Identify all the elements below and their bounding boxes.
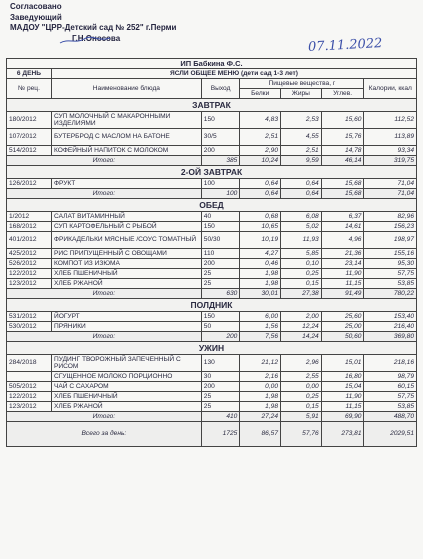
fat-value: 12,24 bbox=[281, 322, 322, 332]
dish-name: СГУЩЕННОЕ МОЛОКО ПОРЦИОННО bbox=[51, 372, 201, 382]
grand-total-protein: 86,57 bbox=[240, 422, 281, 447]
kcal-value: 216,40 bbox=[364, 322, 417, 332]
output-value: 200 bbox=[201, 146, 240, 156]
output-value: 25 bbox=[201, 279, 240, 289]
recipe-number: 123/2012 bbox=[7, 402, 52, 412]
col-name-header: Наименование блюда bbox=[51, 79, 201, 99]
total-kcal: 319,75 bbox=[364, 156, 417, 166]
col-output-header: Выход bbox=[201, 79, 240, 99]
col-nutrients-header: Пищевые вещества, г bbox=[240, 79, 364, 89]
protein-value: 4,27 bbox=[240, 249, 281, 259]
carb-value: 11,15 bbox=[321, 402, 364, 412]
kcal-value: 57,75 bbox=[364, 392, 417, 402]
total-kcal: 71,04 bbox=[364, 189, 417, 199]
recipe-number: 284/2018 bbox=[7, 355, 52, 372]
fat-value: 0,15 bbox=[281, 402, 322, 412]
fat-value: 2,51 bbox=[281, 146, 322, 156]
menu-row bbox=[7, 372, 417, 382]
menu-row bbox=[7, 179, 417, 189]
dish-name: СУП МОЛОЧНЫЙ С МАКАРОННЫМИ ИЗДЕЛИЯМИ bbox=[51, 112, 201, 129]
output-value: 50/30 bbox=[201, 232, 240, 249]
dish-name: ФРУКТ bbox=[51, 179, 201, 189]
total-carb: 46,14 bbox=[321, 156, 364, 166]
total-carb: 15,68 bbox=[321, 189, 364, 199]
recipe-number: 514/2012 bbox=[7, 146, 52, 156]
section-header-row bbox=[7, 99, 417, 112]
kcal-value: 53,85 bbox=[364, 402, 417, 412]
protein-value: 10,65 bbox=[240, 222, 281, 232]
protein-value: 2,51 bbox=[240, 129, 281, 146]
output-value: 200 bbox=[201, 259, 240, 269]
grand-total-kcal: 2029,51 bbox=[364, 422, 417, 447]
protein-value: 1,98 bbox=[240, 279, 281, 289]
kcal-value: 156,23 bbox=[364, 222, 417, 232]
menu-row bbox=[7, 249, 417, 259]
section-header-row bbox=[7, 342, 417, 355]
fat-value: 0,15 bbox=[281, 279, 322, 289]
fat-value: 0,64 bbox=[281, 179, 322, 189]
total-output: 100 bbox=[201, 189, 240, 199]
carb-value: 25,00 bbox=[321, 322, 364, 332]
recipe-number: 526/2012 bbox=[7, 259, 52, 269]
total-fat: 27,38 bbox=[281, 289, 322, 299]
carb-value: 15,04 bbox=[321, 382, 364, 392]
recipe-number: 107/2012 bbox=[7, 129, 52, 146]
kcal-value: 95,30 bbox=[364, 259, 417, 269]
protein-value: 6,00 bbox=[240, 312, 281, 322]
grand-total-carb: 273,81 bbox=[321, 422, 364, 447]
total-label: Итого: bbox=[7, 189, 202, 199]
output-value: 25 bbox=[201, 392, 240, 402]
fat-value: 2,96 bbox=[281, 355, 322, 372]
recipe-number: 425/2012 bbox=[7, 249, 52, 259]
kcal-value: 112,52 bbox=[364, 112, 417, 129]
protein-value: 0,68 bbox=[240, 212, 281, 222]
output-value: 40 bbox=[201, 212, 240, 222]
fat-value: 2,53 bbox=[281, 112, 322, 129]
grand-total-fat: 57,76 bbox=[281, 422, 322, 447]
dish-name: РИС ПРИПУЩЕННЫЙ С ОВОЩАМИ bbox=[51, 249, 201, 259]
day-label: 6 ДЕНЬ bbox=[7, 69, 52, 79]
total-kcal: 488,70 bbox=[364, 412, 417, 422]
total-protein: 7,56 bbox=[240, 332, 281, 342]
kcal-value: 93,34 bbox=[364, 146, 417, 156]
dish-name: БУТЕРБРОД С МАСЛОМ НА БАТОНЕ bbox=[51, 129, 201, 146]
output-value: 200 bbox=[201, 382, 240, 392]
total-carb: 91,49 bbox=[321, 289, 364, 299]
kcal-value: 218,16 bbox=[364, 355, 417, 372]
carb-value: 11,90 bbox=[321, 392, 364, 402]
output-value: 150 bbox=[201, 222, 240, 232]
grand-total-output: 1725 bbox=[201, 422, 240, 447]
protein-value: 10,19 bbox=[240, 232, 281, 249]
recipe-number: 126/2012 bbox=[7, 179, 52, 189]
approval-line: МАДОУ "ЦРР-Детский сад № 252" г.Перми bbox=[10, 23, 177, 32]
dish-name: КОМПОТ ИЗ ИЗЮМА bbox=[51, 259, 201, 269]
dish-name: ХЛЕБ РЖАНОЙ bbox=[51, 402, 201, 412]
approval-line: Согласовано bbox=[10, 2, 62, 11]
col-fat-header: Жиры bbox=[281, 89, 322, 99]
output-value: 130 bbox=[201, 355, 240, 372]
carb-value: 6,37 bbox=[321, 212, 364, 222]
fat-value: 2,55 bbox=[281, 372, 322, 382]
carb-value: 15,01 bbox=[321, 355, 364, 372]
kcal-value: 98,79 bbox=[364, 372, 417, 382]
menu-row bbox=[7, 392, 417, 402]
fat-value: 11,93 bbox=[281, 232, 322, 249]
recipe-number: 1/2012 bbox=[7, 212, 52, 222]
protein-value: 21,12 bbox=[240, 355, 281, 372]
menu-row bbox=[7, 402, 417, 412]
grand-total-row bbox=[7, 422, 417, 447]
menu-row bbox=[7, 322, 417, 332]
menu-row bbox=[7, 129, 417, 146]
kcal-value: 113,89 bbox=[364, 129, 417, 146]
total-label: Итого: bbox=[7, 332, 202, 342]
kcal-value: 53,85 bbox=[364, 279, 417, 289]
fat-value: 5,02 bbox=[281, 222, 322, 232]
kcal-value: 60,15 bbox=[364, 382, 417, 392]
protein-value: 2,16 bbox=[240, 372, 281, 382]
protein-value: 1,98 bbox=[240, 402, 281, 412]
col-protein-header: Белки bbox=[240, 89, 281, 99]
total-output: 630 bbox=[201, 289, 240, 299]
menu-row bbox=[7, 259, 417, 269]
protein-value: 1,98 bbox=[240, 269, 281, 279]
recipe-number: 122/2012 bbox=[7, 392, 52, 402]
output-value: 25 bbox=[201, 269, 240, 279]
total-fat: 0,64 bbox=[281, 189, 322, 199]
dish-name: ХЛЕБ ПШЕНИЧНЫЙ bbox=[51, 392, 201, 402]
total-output: 385 bbox=[201, 156, 240, 166]
dish-name: ХЛЕБ ПШЕНИЧНЫЙ bbox=[51, 269, 201, 279]
output-value: 150 bbox=[201, 112, 240, 129]
recipe-number: 180/2012 bbox=[7, 112, 52, 129]
recipe-number: 401/2012 bbox=[7, 232, 52, 249]
section-title: УЖИН bbox=[7, 342, 417, 355]
fat-value: 2,00 bbox=[281, 312, 322, 322]
recipe-number: 168/2012 bbox=[7, 222, 52, 232]
section-header-row bbox=[7, 199, 417, 212]
org-name: ИП Бабкина Ф.С. bbox=[7, 59, 417, 69]
output-value: 100 bbox=[201, 179, 240, 189]
kcal-value: 57,75 bbox=[364, 269, 417, 279]
grand-total-label: Всего за день: bbox=[7, 422, 202, 447]
section-total-row bbox=[7, 289, 417, 299]
recipe-number: 531/2012 bbox=[7, 312, 52, 322]
carb-value: 16,80 bbox=[321, 372, 364, 382]
dish-name: ФРИКАДЕЛЬКИ МЯСНЫЕ /СОУС ТОМАТНЫЙ bbox=[51, 232, 201, 249]
dish-name: ПРЯНИКИ bbox=[51, 322, 201, 332]
total-output: 200 bbox=[201, 332, 240, 342]
col-carb-header: Углев. bbox=[321, 89, 364, 99]
menu-row bbox=[7, 222, 417, 232]
fat-value: 0,25 bbox=[281, 392, 322, 402]
menu-row bbox=[7, 112, 417, 129]
carb-value: 11,90 bbox=[321, 269, 364, 279]
output-value: 25 bbox=[201, 402, 240, 412]
protein-value: 1,56 bbox=[240, 322, 281, 332]
total-carb: 69,90 bbox=[321, 412, 364, 422]
total-label: Итого: bbox=[7, 156, 202, 166]
col-recipe-header: № рец. bbox=[7, 79, 52, 99]
carb-value: 15,68 bbox=[321, 179, 364, 189]
total-fat: 9,59 bbox=[281, 156, 322, 166]
dish-name: ПУДИНГ ТВОРОЖНЫЙ ЗАПЕЧЕННЫЙ С РИСОМ bbox=[51, 355, 201, 372]
kcal-value: 153,40 bbox=[364, 312, 417, 322]
output-value: 30 bbox=[201, 372, 240, 382]
total-kcal: 780,22 bbox=[364, 289, 417, 299]
section-header-row bbox=[7, 299, 417, 312]
carb-value: 14,78 bbox=[321, 146, 364, 156]
recipe-number: 505/2012 bbox=[7, 382, 52, 392]
output-value: 30/5 bbox=[201, 129, 240, 146]
carb-value: 23,14 bbox=[321, 259, 364, 269]
total-protein: 10,24 bbox=[240, 156, 281, 166]
recipe-number bbox=[7, 372, 52, 382]
menu-title: ЯСЛИ ОБЩЕЕ МЕНЮ (дети сад 1-3 лет) bbox=[51, 69, 416, 79]
fat-value: 4,55 bbox=[281, 129, 322, 146]
section-title: 2-ОЙ ЗАВТРАК bbox=[7, 166, 417, 179]
dish-name: ХЛЕБ РЖАНОЙ bbox=[51, 279, 201, 289]
dish-name: САЛАТ ВИТАМИННЫЙ bbox=[51, 212, 201, 222]
recipe-number: 122/2012 bbox=[7, 269, 52, 279]
total-label: Итого: bbox=[7, 289, 202, 299]
menu-row bbox=[7, 382, 417, 392]
dish-name: КОФЕЙНЫЙ НАПИТОК С МОЛОКОМ bbox=[51, 146, 201, 156]
menu-row bbox=[7, 232, 417, 249]
carb-value: 15,60 bbox=[321, 112, 364, 129]
total-protein: 27,24 bbox=[240, 412, 281, 422]
recipe-number: 530/2012 bbox=[7, 322, 52, 332]
carb-value: 11,15 bbox=[321, 279, 364, 289]
approval-line: Заведующий bbox=[10, 12, 62, 22]
total-protein: 0,64 bbox=[240, 189, 281, 199]
output-value: 150 bbox=[201, 312, 240, 322]
carb-value: 21,36 bbox=[321, 249, 364, 259]
kcal-value: 71,04 bbox=[364, 179, 417, 189]
fat-value: 6,08 bbox=[281, 212, 322, 222]
protein-value: 2,90 bbox=[240, 146, 281, 156]
section-total-row bbox=[7, 189, 417, 199]
section-total-row bbox=[7, 412, 417, 422]
protein-value: 4,83 bbox=[240, 112, 281, 129]
total-label: Итого: bbox=[7, 412, 202, 422]
fat-value: 0,25 bbox=[281, 269, 322, 279]
carb-value: 14,61 bbox=[321, 222, 364, 232]
approval-line: Г.Н.Оносова bbox=[72, 33, 121, 43]
dish-name: ЙОГУРТ bbox=[51, 312, 201, 322]
section-total-row bbox=[7, 156, 417, 166]
total-kcal: 369,80 bbox=[364, 332, 417, 342]
protein-value: 1,98 bbox=[240, 392, 281, 402]
total-carb: 50,60 bbox=[321, 332, 364, 342]
total-fat: 5,91 bbox=[281, 412, 322, 422]
fat-value: 0,10 bbox=[281, 259, 322, 269]
signature-mark bbox=[58, 36, 113, 45]
menu-row bbox=[7, 146, 417, 156]
output-value: 50 bbox=[201, 322, 240, 332]
menu-table bbox=[6, 58, 417, 447]
kcal-value: 82,96 bbox=[364, 212, 417, 222]
total-output: 410 bbox=[201, 412, 240, 422]
carb-value: 4,96 bbox=[321, 232, 364, 249]
carb-value: 15,76 bbox=[321, 129, 364, 146]
protein-value: 0,46 bbox=[240, 259, 281, 269]
menu-row bbox=[7, 355, 417, 372]
section-title: ОБЕД bbox=[7, 199, 417, 212]
kcal-value: 155,16 bbox=[364, 249, 417, 259]
col-kcal-header: Калории, ккал bbox=[364, 79, 417, 99]
recipe-number: 123/2012 bbox=[7, 279, 52, 289]
fat-value: 0,00 bbox=[281, 382, 322, 392]
section-header-row bbox=[7, 166, 417, 179]
menu-row bbox=[7, 269, 417, 279]
fat-value: 5,85 bbox=[281, 249, 322, 259]
total-protein: 30,01 bbox=[240, 289, 281, 299]
protein-value: 0,64 bbox=[240, 179, 281, 189]
approval-date: 07.11.2022 bbox=[307, 36, 383, 55]
output-value: 110 bbox=[201, 249, 240, 259]
protein-value: 0,00 bbox=[240, 382, 281, 392]
menu-row bbox=[7, 212, 417, 222]
dish-name: ЧАЙ С САХАРОМ bbox=[51, 382, 201, 392]
section-title: ЗАВТРАК bbox=[7, 99, 417, 112]
section-total-row bbox=[7, 332, 417, 342]
menu-row bbox=[7, 279, 417, 289]
dish-name: СУП КАРТОФЕЛЬНЫЙ С РЫБОЙ bbox=[51, 222, 201, 232]
menu-row bbox=[7, 312, 417, 322]
carb-value: 25,60 bbox=[321, 312, 364, 322]
total-fat: 14,24 bbox=[281, 332, 322, 342]
kcal-value: 198,97 bbox=[364, 232, 417, 249]
section-title: ПОЛДНИК bbox=[7, 299, 417, 312]
